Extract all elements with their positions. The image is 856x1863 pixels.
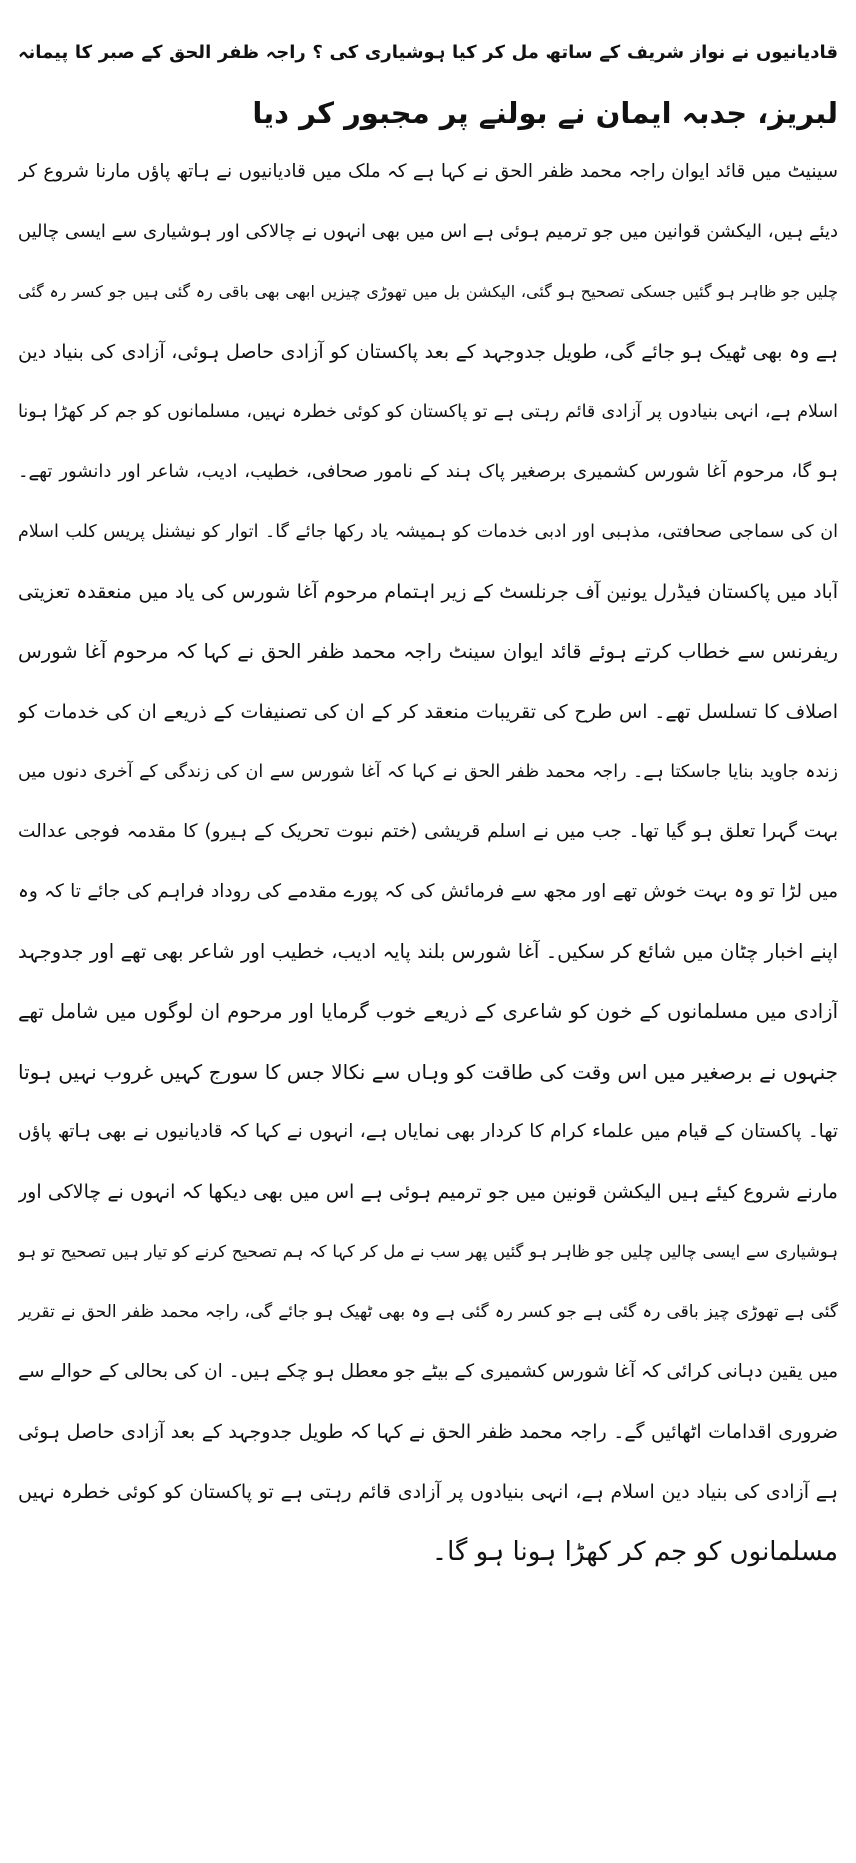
body-line: ہے وہ بھی ٹھیک ہو جائے گی، طویل جدوجہد کے بعد پاکستان کو آزادی حاصل ہوئی، آزادی کی بنیاد دین	[18, 341, 838, 363]
body-line: تھا۔ پاکستان کے قیام میں علماء کرام کا کردار بھی نمایاں ہے، انہوں نے کہا کہ قادیانیوں نے بھی ہاتھ پاؤں	[18, 1121, 838, 1142]
body-line: سینیٹ میں قائد ایوان راجہ محمد ظفر الحق نے کہا ہے کہ ملک میں قادیانیوں نے ہاتھ پاؤں مارنا شروع کر	[18, 161, 838, 182]
body-line: میں یقین دہانی کرائی کہ آغا شورس کشمیری کے بیٹے جو معطل ہو چکے ہیں۔ ان کی بحالی کے حوالے سے	[18, 1361, 838, 1382]
body-line: ہے آزادی کی بنیاد دین اسلام ہے، انہی بنیادوں پر آزادی قائم رہتی ہے تو پاکستان کو کوئی خطرہ نہیں	[18, 1481, 838, 1503]
body-line: ہو گا، مرحوم آغا شورس کشمیری برصغیر پاک ہند کے نامور صحافی، خطیب، ادیب، شاعر اور دانشور تھے۔	[18, 461, 838, 482]
body-line: میں لڑا تو وہ بہت خوش تھے اور مجھ سے فرمائش کی کہ پورے مقدمے کی روداد فراہم کی جائے تا کہ وہ	[18, 881, 838, 902]
body-line: مسلمانوں کو جم کر کھڑا ہونا ہو گا۔	[431, 1537, 838, 1567]
body-line: ان کی سماجی صحافتی، مذہبی اور ادبی خدمات کو ہمیشہ یاد رکھا جائے گا۔ اتوار کو نیشنل پریس کلب اسلام	[18, 522, 838, 542]
body-line: ہوشیاری سے ایسی چالیں چلیں جو ظاہر ہو گئیں پھر سب نے مل کر کہا کہ ہم تصحیح کرنے کو تیار ہیں تصحیح تو ہو	[18, 1242, 838, 1261]
headline-line: لبریز، جدبہ ایمان نے بولنے پر مجبور کر دیا	[252, 96, 838, 130]
headline-line: قادیانیوں نے نواز شریف کے ساتھ مل کر کیا ہوشیاری کی ؟ راجہ ظفر الحق کے صبر کا پیمانہ	[18, 42, 838, 63]
body-line: ضروری اقدامات اٹھائیں گے۔ راجہ محمد ظفر الحق نے کہا کہ طویل جدوجہد کے بعد آزادی حاصل ہوئی	[18, 1421, 838, 1443]
body-line: چلیں جو ظاہر ہو گئیں جسکی تصحیح ہو گئی، الیکشن بل میں تھوڑی چیزیں ابھی بھی باقی رہ گئی ہیں جو کسر رہ گئی	[18, 282, 838, 301]
body-line: اصلاف کا تسلسل تھے۔ اس طرح کی تقریبات منعقد کر کے ان کی تصنیفات کے ذریعے ان کی خدمات کو	[18, 701, 838, 723]
body-line: جنہوں نے برصغیر میں اس وقت کی طاقت کو وہاں سے نکالا جس کا سورج کہیں غروب نہیں ہوتا	[18, 1060, 838, 1084]
body-line: دیئے ہیں، الیکشن قوانین میں جو ترمیم ہوئی ہے اس میں بھی انہوں نے چالاکی اور ہوشیاری سے ایسی چالیں	[18, 221, 838, 242]
body-line: گئی ہے تھوڑی چیز باقی رہ گئی ہے جو کسر رہ گئی ہے وہ بھی ٹھیک ہو جائے گی، راجہ محمد ظفر الحق نے تقریر	[18, 1302, 838, 1322]
body-line: آزادی میں مسلمانوں کے خون کو شاعری کے ذریعے خوب گرمایا اور مرحوم ان لوگوں میں شامل تھے	[18, 1000, 838, 1023]
body-line: ریفرنس سے خطاب کرتے ہوئے قائد ایوان سینٹ راجہ محمد ظفر الحق نے کہا کہ مرحوم آغا شورس	[18, 640, 838, 663]
body-line: آباد میں پاکستان فیڈرل یونین آف جرنلسٹ کے زیر اہتمام مرحوم آغا شورس کی یاد میں منعقدہ تعزیتی	[18, 581, 838, 603]
body-line: اپنے اخبار چٹان میں شائع کر سکیں۔ آغا شورس بلند پایہ ادیب، خطیب اور شاعر بھی تھے اور جدوجہد	[18, 940, 838, 963]
body-line: زندہ جاوید بنایا جاسکتا ہے۔ راجہ محمد ظفر الحق نے کہا کہ آغا شورس سے ان کی زندگی کے آخری دنوں میں	[18, 762, 838, 782]
body-line: اسلام ہے، انہی بنیادوں پر آزادی قائم رہتی ہے تو پاکستان کو کوئی خطرہ نہیں، مسلمانوں کو جم کر کھڑا ہونا	[18, 402, 838, 422]
body-line: بہت گہرا تعلق ہو گیا تھا۔ جب میں نے اسلم قریشی (ختم نبوت تحریک کے ہیرو) کا مقدمہ فوجی عدالت	[18, 821, 838, 842]
body-line: مارنے شروع کیئے ہیں الیکشن قونین میں جو ترمیم ہوئی ہے اس میں بھی دیکھا کہ انہوں نے چالاکی اور	[18, 1181, 838, 1203]
